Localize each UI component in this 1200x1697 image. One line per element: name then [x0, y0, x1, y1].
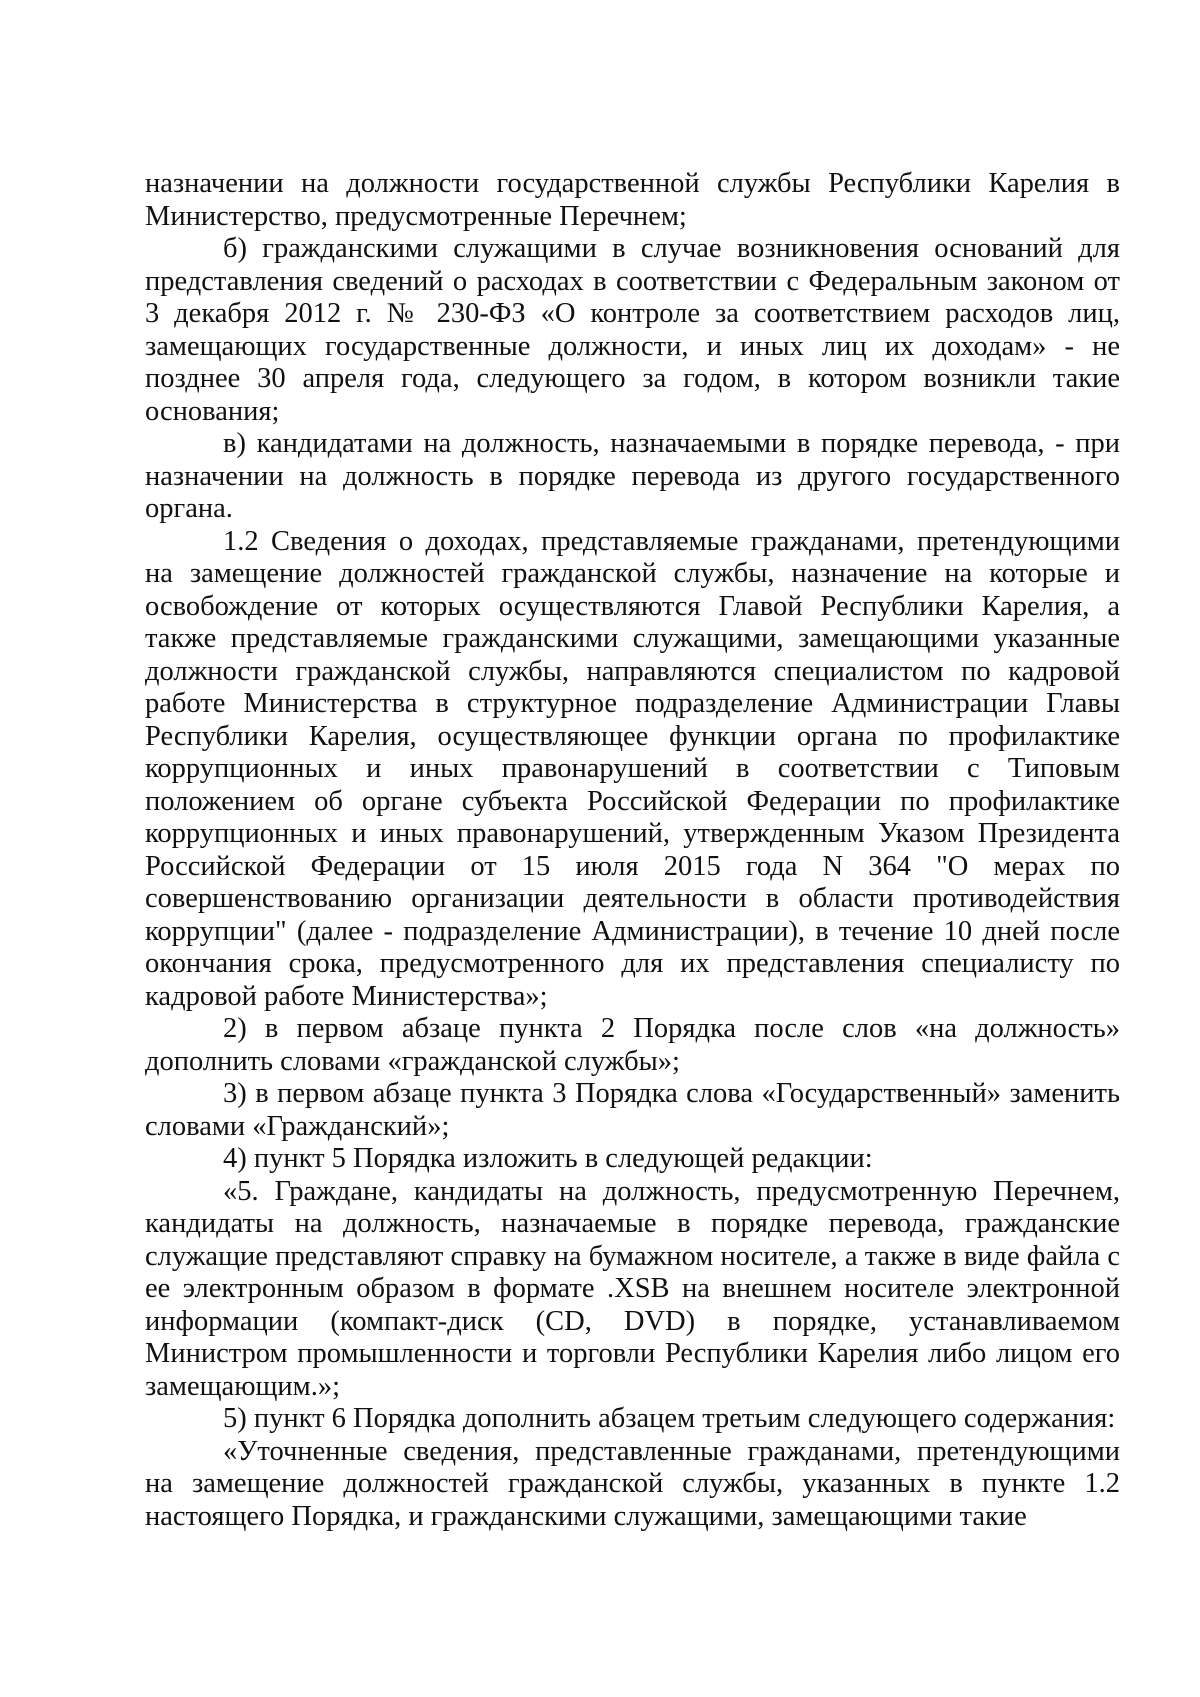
paragraph-10: «Уточненные сведения, представленные гражданами, претендующими на замещение должностей гражданской службы, указанных в пункте 1.2 настоящего Порядка, и гражданскими служащими, замещающими такие: [145, 1435, 1120, 1532]
paragraph-4: 1.2 Сведения о доходах, представляемые гражданами, претендующими на замещение должностей гражданской службы, назначение на которые и освобождение от которых осуществляются Главой Республики Карелия, а также представляемые гражданскими служащими, замещающими указанные должности гражданской службы, направляются специалистом по кадровой работе Министерства в структурное подразделение Администрации Главы Республики Карелия, осуществляющее функции органа по профилактике коррупционных и иных правонарушений в соответствии с Типовым положением об органе субъекта Российской Федерации по профилактике коррупционных и иных правонарушений, утвержденным Указом Президента Российской Федерации от 15 июля 2015 года N 364 "О мерах по совершенствованию организации деятельности в области противодействия коррупции" (далее - подразделение Администрации), в течение 10 дней после окончания срока, предусмотренного для их представления специалисту по кадровой работе Министерства»;: [145, 525, 1120, 1012]
paragraph-1: назначении на должности государственной службы Республики Карелия в Министерство, предусмотренные Перечнем;: [145, 168, 1120, 232]
paragraph-5: 2) в первом абзаце пункта 2 Порядка после слов «на должность» дополнить словами «гражданской службы»;: [145, 1013, 1120, 1077]
paragraph-8: «5. Граждане, кандидаты на должность, предусмотренную Перечнем, кандидаты на должность, назначаемые в порядке перевода, гражданские служащие представляют справку на бумажном носителе, а также в виде файла с ее электронным образом в формате .XSB на внешнем носителе электронной информации (компакт-диск (CD, DVD) в порядке, устанавливаемом Министром промышленности и торговли Республики Карелия либо лицом его замещающим.»;: [145, 1175, 1120, 1402]
paragraph-2: б) гражданскими служащими в случае возникновения оснований для представления сведений о расходах в соответствии с Федеральным законом от 3 декабря 2012 г. № 230-ФЗ «О контроле за соответствием расходов лиц, замещающих государственные должности, и иных лиц их доходам» - не позднее 30 апреля года, следующего за годом, в котором возникли такие основания;: [145, 233, 1120, 427]
document-page: [145, 168, 1120, 1533]
paragraph-6: 3) в первом абзаце пункта 3 Порядка слова «Государственный» заменить словами «Гражданский»;: [145, 1078, 1120, 1142]
paragraph-9: 5) пункт 6 Порядка дополнить абзацем третьим следующего содержания:: [223, 1403, 1116, 1434]
paragraph-3: в) кандидатами на должность, назначаемыми в порядке перевода, - при назначении на должность в порядке перевода из другого государственного органа.: [145, 428, 1120, 524]
paragraph-7: 4) пункт 5 Порядка изложить в следующей редакции:: [223, 1143, 873, 1174]
